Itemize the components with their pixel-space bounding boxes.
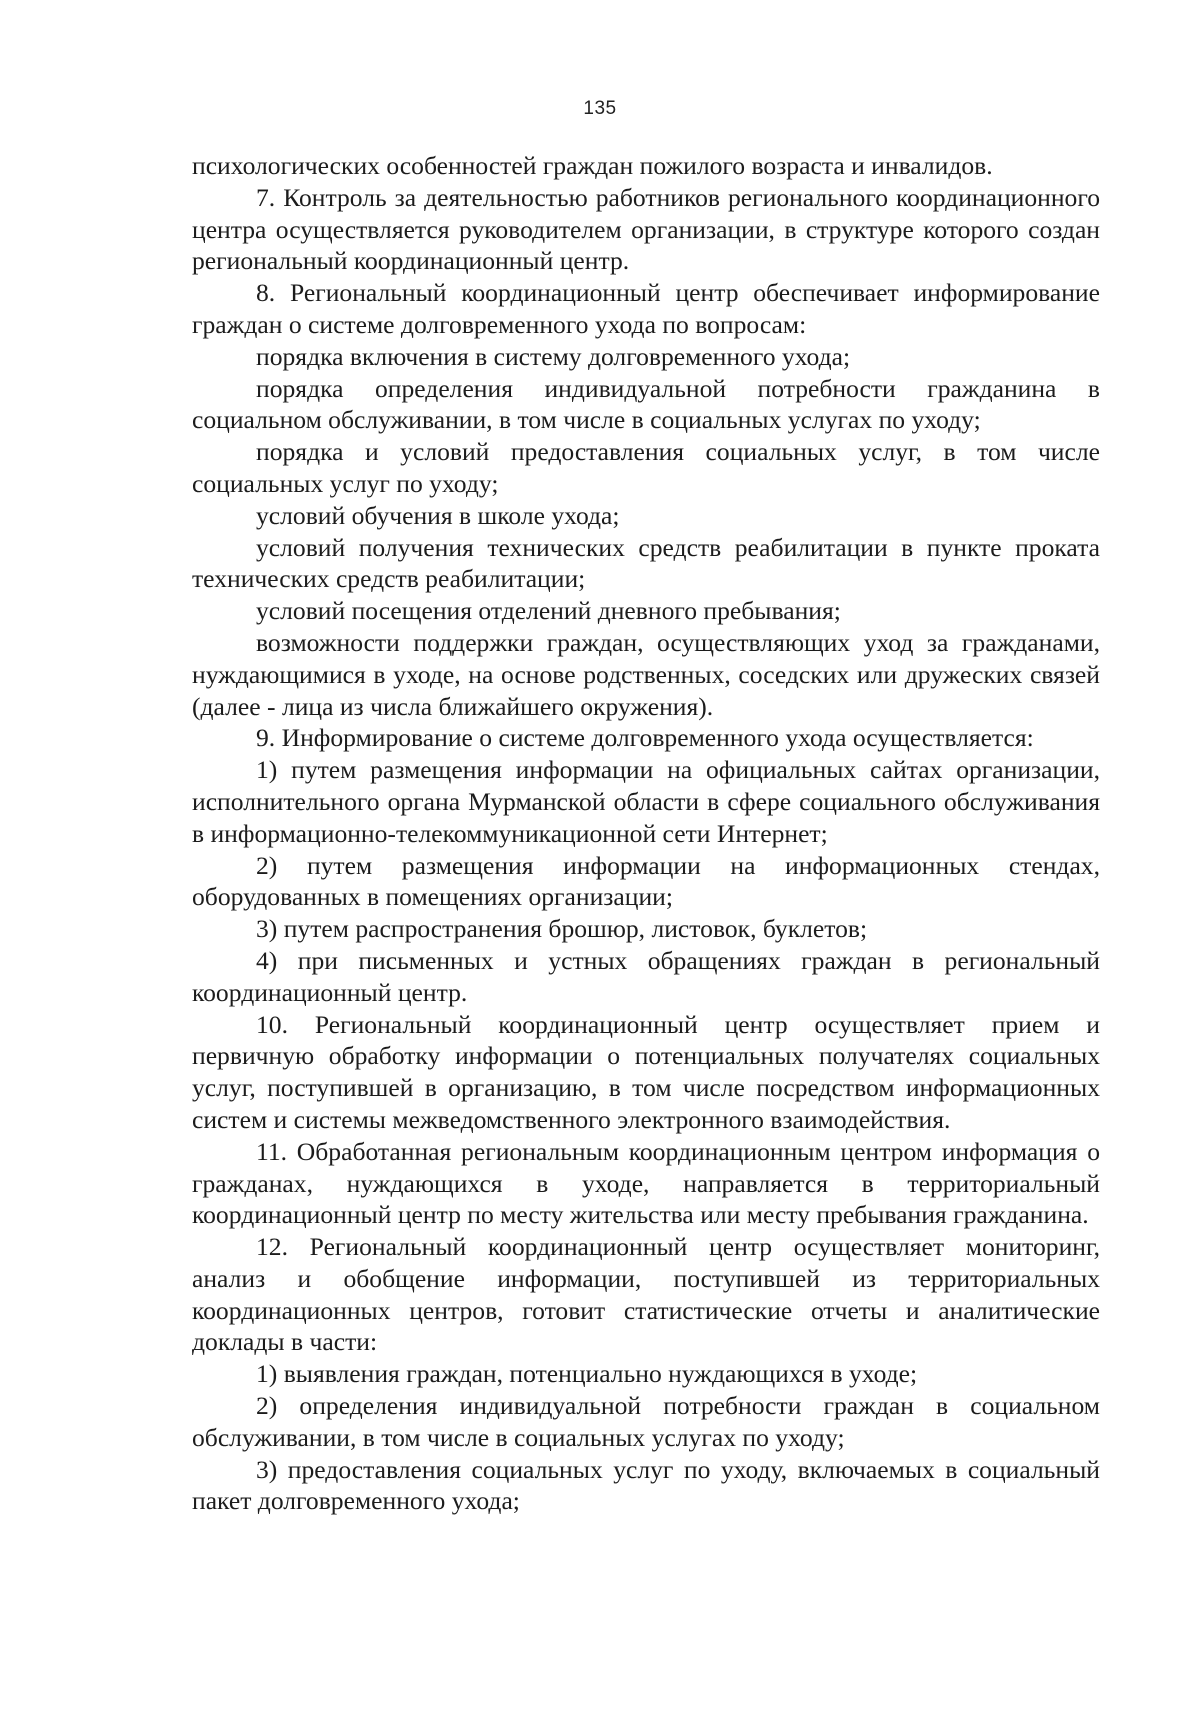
paragraph-10: 10. Региональный координационный центр осуществляет прием и первичную обработку информации о потенциальных получателях социальных услуг, поступившей в организацию, в том числе посредством информационных систем и системы межведомственного электронного взаимодействия. (192, 1009, 1100, 1134)
paragraph-continuation: психологических особенностей граждан пожилого возраста и инвалидов. (192, 151, 993, 180)
list-item: условий посещения отделений дневного пребывания; (256, 596, 841, 626)
document-body (192, 150, 1100, 1517)
paragraph-8: 8. Региональный координационный центр обеспечивает информирование граждан о системе долговременного ухода по вопросам: (192, 278, 1100, 339)
list-item: возможности поддержки граждан, осуществляющих уход за гражданами, нуждающимися в уходе, на основе родственных, соседских или дружеских связей (далее - лица из числа ближайшего окружения). (192, 627, 1100, 721)
list-item: 1) выявления граждан, потенциально нуждающихся в уходе; (256, 1359, 918, 1389)
list-item: 3) предоставления социальных услуг по уходу, включаемых в социальный пакет долговременного ухода; (192, 1454, 1100, 1516)
list-item: условий обучения в школе ухода; (256, 500, 620, 530)
paragraph-7: 7. Контроль за деятельностью работников регионального координационного центра осуществляется руководителем организации, в структуре которого создан региональный координационный центр. (192, 182, 1100, 276)
list-item: 2) определения индивидуальной потребности граждан в социальном обслуживании, в том числе в социальных услугах по уходу; (192, 1391, 1100, 1452)
list-item: 1) путем размещения информации на официальных сайтах организации, исполнительного органа Мурманской области в сфере социального обслуживания в информационно-телекоммуникационной сети Интернет; (192, 755, 1100, 848)
list-item: порядка включения в систему долговременного ухода; (256, 341, 851, 371)
list-item: 3) путем распространения брошюр, листовок, буклетов; (256, 914, 868, 944)
list-item: 4) при письменных и устных обращениях граждан в региональный координационный центр. (192, 945, 1100, 1007)
list-item: порядка определения индивидуальной потребности гражданина в социальном обслуживании, в том числе в социальных услугах по уходу; (192, 373, 1100, 435)
paragraph-11: 11. Обработанная региональным координационным центром информация о гражданах, нуждающихся в уходе, направляется в территориальный координационный центр по месту жительства или месту пребывания гражданина. (192, 1136, 1100, 1230)
list-item: 2) путем размещения информации на информационных стендах, оборудованных в помещениях организации; (192, 850, 1100, 912)
list-item: порядка и условий предоставления социальных услуг, в том числе социальных услуг по уходу; (192, 437, 1100, 498)
page-number: 135 (583, 98, 617, 119)
list-item: условий получения технических средств реабилитации в пункте проката технических средств реабилитации; (192, 532, 1100, 594)
paragraph-9: 9. Информирование о системе долговременного ухода осуществляется: (256, 723, 1034, 753)
paragraph-12: 12. Региональный координационный центр осуществляет мониторинг, анализ и обобщение информации, поступившей из территориальных координационных центров, готовит статистические отчеты и аналитические доклады в части: (192, 1232, 1100, 1357)
